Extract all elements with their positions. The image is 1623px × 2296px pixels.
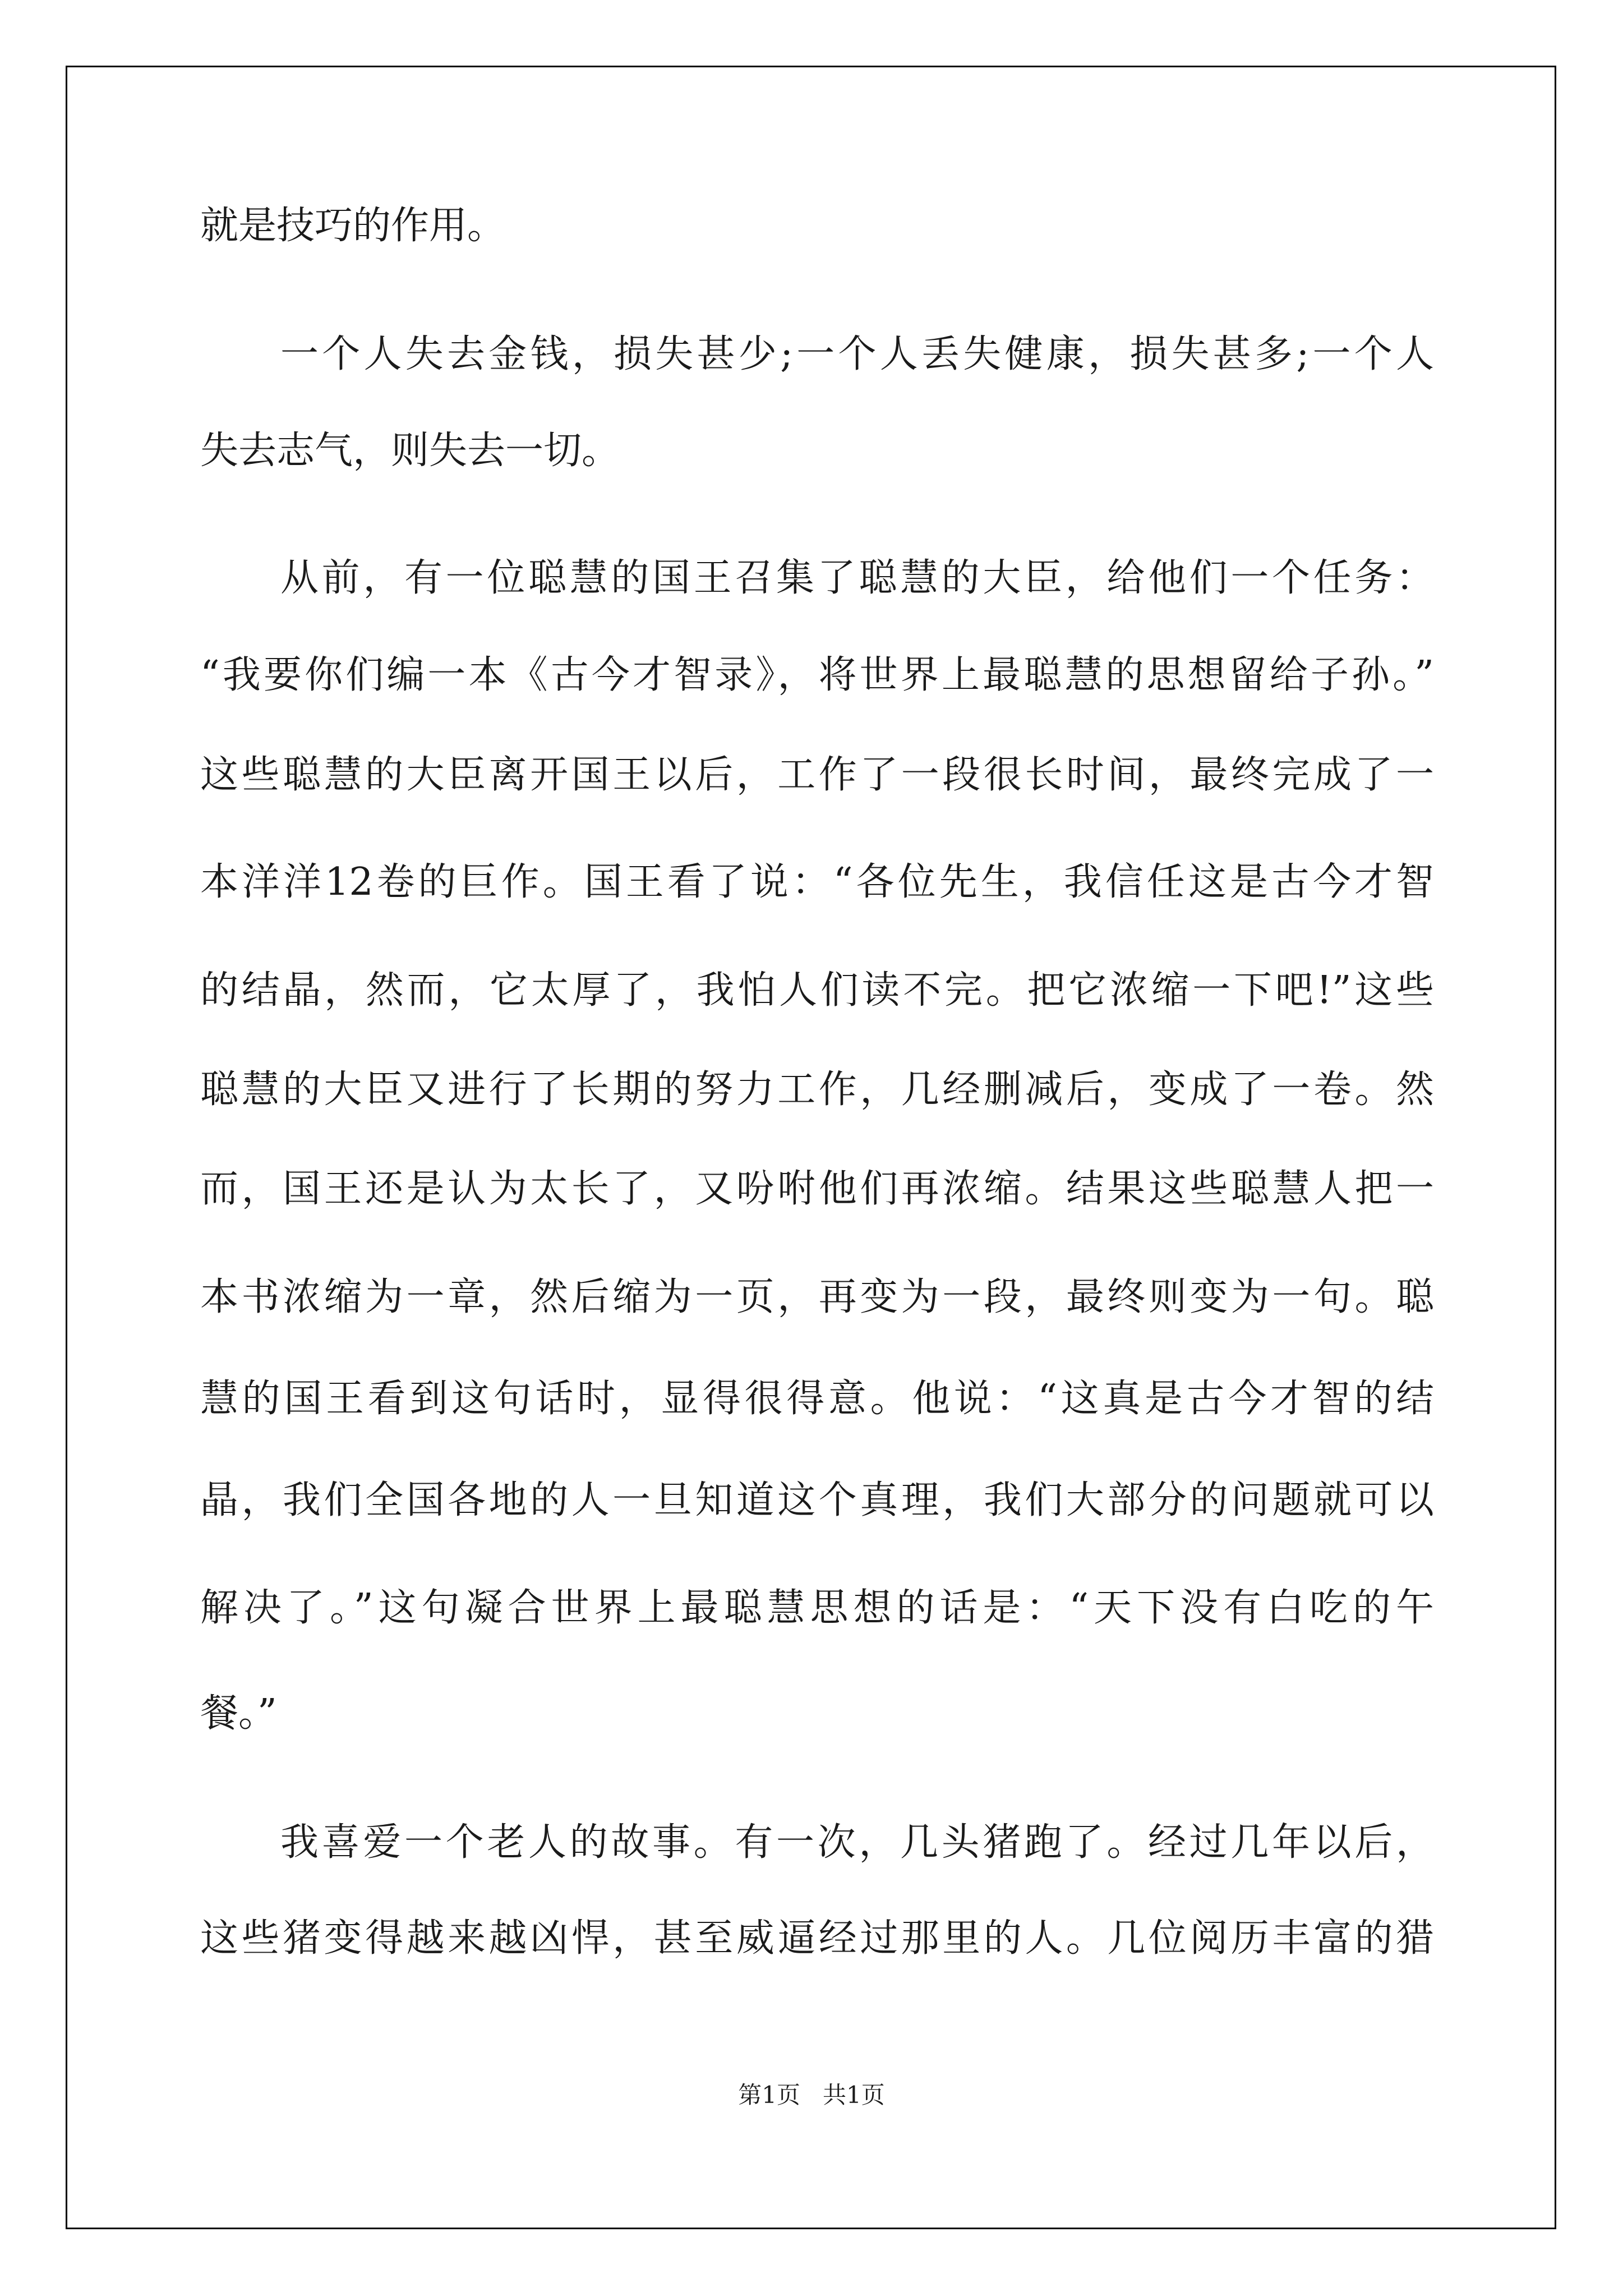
text-line: 聪慧的大臣又进行了长期的努力工作，几经删减后，变成了一卷。然 <box>200 1068 1434 1112</box>
page-border <box>66 66 1556 2229</box>
text-line: 的结晶，然而，它太厚了，我怕人们读不完。把它浓缩一下吧!”这些 <box>200 968 1434 1013</box>
text-line: 失去志气，则失去一切。 <box>200 429 620 473</box>
text-line: 餐。” <box>200 1691 277 1736</box>
text-line: “我要你们编一本《古今才智录》，将世界上最聪慧的思想留给子孙。” <box>200 653 1434 697</box>
page-number-footer: 第1页 共1页 <box>738 2081 885 2109</box>
text-line: 这些猪变得越来越凶悍，甚至威逼经过那里的人。几位阅历丰富的猎 <box>200 1916 1434 1961</box>
text-line: 这些聪慧的大臣离开国王以后，工作了一段很长时间，最终完成了一 <box>200 753 1434 797</box>
text-line: 本洋洋12卷的巨作。国王看了说：“各位先生，我信任这是古今才智 <box>200 860 1434 904</box>
text-line: 解决了。”这句凝合世界上最聪慧思想的话是：“天下没有白吃的午 <box>200 1586 1434 1630</box>
text-line: 我喜爱一个老人的故事。有一次，几头猪跑了。经过几年以后， <box>280 1820 1434 1865</box>
text-line: 一个人失去金钱，损失甚少;一个人丢失健康，损失甚多;一个人 <box>280 332 1434 376</box>
text-line: 就是技巧的作用。 <box>200 204 506 248</box>
text-line: 而，国王还是认为太长了，又吩咐他们再浓缩。结果这些聪慧人把一 <box>200 1167 1434 1211</box>
text-line: 本书浓缩为一章，然后缩为一页，再变为一段，最终则变为一句。聪 <box>200 1275 1434 1319</box>
text-line: 晶，我们全国各地的人一旦知道这个真理，我们大部分的问题就可以 <box>200 1478 1434 1522</box>
text-line: 从前，有一位聪慧的国王召集了聪慧的大臣，给他们一个任务： <box>280 556 1434 600</box>
text-line: 慧的国王看到这句话时，显得很得意。他说：“这真是古今才智的结 <box>200 1377 1434 1421</box>
